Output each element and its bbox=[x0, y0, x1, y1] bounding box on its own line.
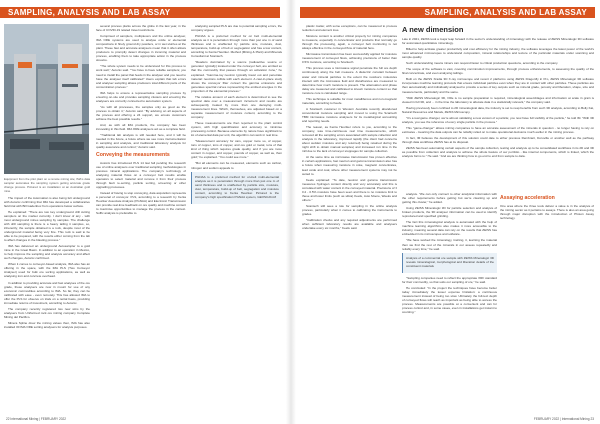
paragraph: When it comes to conveyor-based analysis, IMA also has an offering in the space, with the IMA PLS (Two Conveyor Analyser) used for bulk ore sorting applications, as well as analysing iron and concrete overhead. bbox=[4, 262, 90, 279]
paragraph: ZEISS has been automating certain aspects of the sample collection, testing and analysis up to be consolidated workflows in its 2D and 3D as possible from collection and analysis to achieve the whole feature of our portfolio - like internal components, which is linked, which the analysis forms to." He said. "And we are thinking how to go end to end from sample to data. bbox=[402, 146, 594, 159]
paragraph: In addition to providing accurate and fast analyses of the ore grade, these analysers are now in mount for use of any economic commodities according to IMA. So far, they can be calibrated with ease - even remotely. This has allowed IMA to offer the PLS for observe on trials on a rental basis, providing immediate returns of investment, according to Autonix. bbox=[4, 280, 90, 305]
paragraph: "Calibration checks and any required adjustments are performed when sufficient laboratory results are available and analysers undertake every six months," Keefe said. bbox=[302, 218, 397, 231]
paragraph: Using ZEISS Mineralogic 3D for particle selection and analysis of broken products, the 3D analyser information can be used to identify reproduced and specified grinding. bbox=[402, 206, 497, 219]
paragraph: The scope of the software is vast, covering comminution improvements, through process enhancements, to assessing the quality of the final concentrate, and even analysing tailings. bbox=[402, 67, 594, 76]
pilot-plant-photo bbox=[4, 24, 89, 174]
paragraph: "It's a real game changer, we're almost validating a new version of a particle; you now have full visibility of the particle," he told IM. "With 3D analysis, you see the reference of every single particle in the process." bbox=[402, 115, 594, 124]
zeiss-caption: Analysis of a commercial ore sample with ZEISS Mineralogic 3D reveals mineralogical, morphological and liberation details of the constituent materials bbox=[406, 255, 494, 268]
paragraph: "As with all processes, the samples only as good as the process to obtain it," Autonix said. "By advising on all aspects of the process and offering a 24 support, we ensure customers achieve the best possible results." bbox=[96, 104, 186, 121]
paragraph: He explained: "There are two key underground drill cutting samplers on the market currently. I don't know of any - with most underground mines sampling by samples. The challenge with drill sampling is there is a heavy tailing it samples, so, inherently, the sample obtained is a rock, despite most of the underground material being very fine. This rock is said to be able to be prepared, with the results either coming from the lab to affect changes in the blasting process." bbox=[4, 209, 90, 243]
paragraph: The reason, as Kenta Heuriker refers to you, according to the company, was time-continuous real time measurements, which removed all the sampling errors associated with sample collection and analysis in the laboratory, improved rapidly (the client had concerns about sudden moisture and any returned) being retained during the night shift to obtain manual samples) and increased run time in the mill due to the lack of conveyor stoppages for sample collection. bbox=[302, 125, 397, 154]
paragraph: Comprised of samplers, multiplexers and the online analyser, IMA ORE systems are used to analyse oxide or elemental compositions in finely ground dry powders, or in wet slurries at the plant. These fast and accurate analysers mean that it often allows producers to promptly detect changes in incoming material and process, enabling them to take appropriate action in the process streams. bbox=[96, 34, 186, 63]
right-column-4 bbox=[500, 192, 594, 414]
left-banner-title: SAMPLING, ANALYSIS AND LAB ASSAY bbox=[8, 8, 171, 17]
left-column-2 bbox=[96, 24, 186, 414]
paragraph: This process uses a microwave signal penetrate the full ore depth continuously along the belt measure. A dielectric constant between water and mineral particles to the extent the residue's molecules interact with the microwave field and disturbances are measured to determine how much moisture is present. The attenuation and phase delay are measured and calibrated to known moisture content so that moisture core is calculated range. bbox=[302, 66, 397, 95]
paragraph: "Readers dominated by a source (radioactive source or generator typically) located under the conveyor belt, are emitted so that the commodity that passes through an activation zone," he explained. "Gamma-ray neutron typically travel out and penetrate material: neutrons collide with each element. A cast-in-place study shows the conveyor filter convert the gamma emissions and generates spectral curves representing the emitted energies in the proportion of the elemental process." bbox=[191, 60, 282, 93]
right-banner-title: SAMPLING, ANALYSIS AND LAB ASSAY bbox=[424, 8, 587, 17]
paragraph: Instead of having to stop conveying, data acquisition represents a personal of conveyor. PLS, according to a research by Kenta Heuriker Associate Analysis (PGNAA) and Electronic Transmission can provide real-time feedback on ore quality and machine content to maximise opportunities to manage the process in the context. Suffix analysis is preferable to bbox=[96, 191, 186, 216]
pilot-plant-photo-image bbox=[4, 24, 89, 174]
paragraph: In fact, IM believes the development of this solution could date to either previous Rembrant, Doroville or another well as the pathway through data workflows ZEISS has at its disposal. bbox=[402, 135, 594, 144]
pgnaa-caption: PGNAA is a preferred method for on-belt multi-elemental analysis as it is penetration through more than just one m of sand thickness and is unaffected by particle size, moisture, dust, temperature, build-up of belt, segregation and moisture content, according to Kenta Heuriker. Pictured is the company's high specification PGNAA system, GEOSCAN-M bbox=[195, 174, 279, 199]
paragraph: analysing sampled PLS are due to potential sampling errors, the company argues. bbox=[191, 24, 282, 33]
page-gutter bbox=[286, 0, 296, 424]
conveying-heading: Conveying the measurements bbox=[96, 152, 170, 159]
paragraph: Keefe explained: "To date, neutron and gamma transmission measures hydrogen content directly and very accurately and this is correlated with water content in the conveyed material. Precisions of ± 0.2 - 0.5% moisture have been seen and there is no moisture limit to these and lower limits (such as silica) Keefe, Auto Moore, Weeks and others." bbox=[302, 177, 397, 202]
paragraph: Autonix has introduced PLS 14 last fall pending the research use of online analysers over traditional sampling methodologies in previous mineral applications. The company's technology of analysing material flows on a conveyor belt results enable operators to select material and remove it from their process through fault re-sorting, particle sorting, screening or other upgrading processes. bbox=[96, 160, 186, 190]
paragraph: Having previously been confined to 2D mineralogical data, the industry is set to reap benefits from such 3D analysis, according to Bolly Kat, Natural Resources and Metals, ZEISS Microscopy. bbox=[402, 105, 594, 114]
paragraph: Minera Spline drew the mining values then, IMA has also installed 30 IMA ORE sorting analysers for analysis purposes. bbox=[4, 320, 90, 329]
right-page-banner bbox=[300, 7, 595, 18]
paragraph: "But all elements can be measured, elements such as carbon, nitrogen and sodium appeals to bbox=[191, 161, 282, 170]
paragraph: IMA helps to ensure a representative sampling process by ensuring on-site and provides sampling clusters and ensuring the analysers are correctly connected to automation system. bbox=[96, 90, 186, 103]
paragraph: This "game-changer" allows mining companies to have an accurate assessment of the minerals in question - no longer having to rely on estimates - meaning the data outputs can be reliably relied on to make operational decisions much earlier in the mining process. bbox=[402, 125, 594, 134]
paragraph: Built on the ZEISS Xradia 3D X-ray microscope and recent 2 platforms using ZEISS Dragonfly in Pro, ZEISS Mineralogic 3D software incorporates machine learning protocols that ensure individual particles even when they are in contact with other particles. These particles are then automatically and individually analysed to provide a series of key outputs such as mineral grade, porosity and liberation, shape, size and measurements, particularly and the same. bbox=[402, 77, 594, 94]
right-column-2 bbox=[402, 22, 594, 190]
paragraph: Such understanding means miners can respond faster to critical production questions, according to the company. bbox=[406, 61, 559, 66]
paragraph: IMA has delivered an underground Autosampler to a gold mine in the Great Basin. In addition to an operation in Mexico, to help improve the sampling and analysis accuracy and affect such changes, Autonix confirmed. bbox=[4, 244, 90, 261]
paragraph: One area where the three tools deliver a value is in the analysis of the mining sector as it pertains to assays. There is also an area going through major disruption with the introduction of Photon Assay technology. bbox=[500, 203, 594, 220]
paragraph: analysis. "We can only connect to other analytical information with the other requirements before getting but we're cleaning up and getting this cluster," he added. bbox=[402, 192, 497, 205]
paragraph: These measurements are then reported to the plant control system, with high quantification and accuracy to minimise processing control. Because elements by nature have significant to lot of elemental data per unit, the algorithm can work in real time. bbox=[191, 121, 282, 138]
pgnaa-caption-box bbox=[191, 172, 282, 204]
paragraph: The fact this mineralogical analysis is automated with the help of machine learning algorithms also makes it more accessible to the industry, meaning several data can rely on the results that ZEISS has embedded in its microscopes and software. bbox=[402, 220, 497, 237]
paragraph: "Measurement accuracy for cars, copper more so, of copper, tons of copper, tons of copper, and ore gold or metal, tons of that kind of thing which requires grade quality, and if you are more content in copper, and copper, pounds of copper, as well as, then gold," he explained. "You could see more." bbox=[191, 139, 282, 160]
paragraph: He concluded: "In the project the techniques have become better today immediately the lesser expense limitation: a continuous measurement instead of being too slow. Ultimately the full-text depth of conveyed flows will reach as important as being able to access the process. Measurements are possible at a convenient and can for process control and, in some cases, even in installations get instant to counting." bbox=[402, 285, 497, 315]
left-page-banner bbox=[0, 7, 280, 18]
paragraph: plastic matter, with some exceptions, can be measured to process reduction and element loss. bbox=[302, 24, 397, 33]
photo-caption: Equipment from the pilot plant on a remote mining site; IMA's data sampler automates the sampling system getting accurate grade change process. Pictured is an installation at an Australian gold mine bbox=[4, 177, 90, 193]
paragraph: Scantech still sees a role for sampling in the online analysis process, particularly when it comes to calibrating the instruments to grades. bbox=[302, 203, 397, 216]
paragraph: Late in 2021, ZEISS took a major leap forward in the sector's understanding of mineralogy with the release of ZEISS Mineralogic 3D software for automated quantitative mineralogy. bbox=[402, 37, 594, 46]
right-column-3 bbox=[402, 192, 497, 414]
new-dimension-heading: A new dimension bbox=[402, 25, 464, 34]
paragraph: Microwave transmission has been successfully applied for moisture measurement of conveyed flows, achieving precisions of better than 0.5% moisture, according to Scantech. bbox=[302, 52, 397, 65]
zeiss-caption-box bbox=[402, 253, 497, 273]
paragraph: Billed to help activate greater productivity and cost efficiency for the mining industry, the software leverages the latest power of the world's most advanced microscopes to understand composition, mineral relationships and texture of the particular materials under scanning and sample quality. bbox=[402, 47, 594, 60]
paragraph: The company recently registered two new wins by the analysers from Uniformed rock ore mining company Complete Mining del Pacifico. bbox=[4, 306, 90, 319]
left-column-1 bbox=[4, 176, 90, 414]
paragraph: This technique is suitable for most metalliferous and non-magnetic materials, according to Keefe. bbox=[302, 96, 397, 105]
right-page-footer: FEBRUARY 2022 | International Mining 23 bbox=[533, 417, 594, 421]
paragraph: "Traditional lab analysis is still needed here, and it will be needed in the future, a future where we see more instrumentation in sampling and analysis, and traditional laboratory analysis for quality assurance and control," Autonix said. bbox=[96, 133, 186, 150]
paragraph: "The whole system needs to be understood for this process to work well," Autonix said. "You have to have reliable samplers; you need to install the panel that feeds in the analyser and you need to have the analyser itself calibrated" Users explain that lab errors and analyser sampling allows producers total different parts of the concentration process." bbox=[96, 64, 186, 89]
paragraph: The relative amount of each element is determined to see the spectral data over a measurement increment and results are subsequently treated by more than one decaying multi-measurement lines. Which, themselves, are adjusted based on a separate measurement of moisture content, according to the company. bbox=[191, 94, 282, 119]
paragraph: several process plants across the globe in the last year, in the face of COVID-19 related travel restrictions. bbox=[96, 24, 186, 33]
paragraph: "With ZEISS Mineralogic 3D, ORe is no sample preparation is required, mineralogical assemblages and information at scale in grain is viewed in full 3D, and ... in the time the laboratory to allocate data in a statistically relevant," the company said. bbox=[402, 95, 594, 104]
paragraph: "Sampling companies need to reflect the appropriate XRF standard for their commodity, so that suits our sampling of ore," he said. bbox=[402, 275, 497, 284]
paragraph: And, as with all IMA products, the company has been innovating in this field. IMA ORE analysers act as a complete field. bbox=[96, 123, 186, 132]
paragraph: "We have worked the mineralogy, training, it, learning the material then we find the rest of the minerals in our assess repeatedly and reliably every time," he said. bbox=[402, 238, 497, 251]
left-page-footer: 22 International Mining | FEBRUARY 2022 bbox=[6, 417, 67, 421]
paragraph: At the same time as microwave transmission has proven effective in certain applications, fast neutron and gamma transmission also has a future when measuring moisture in coke, magnetic concentrates, lead oxide and coal, where other measurement systems may not be suited to. bbox=[302, 155, 397, 176]
paragraph: Moisture content is another critical property for mining companies to measure, especially in concentrator and products that normally go through the processing, again, a conveyor belt monitoring is not always effective in the conveyed flow of material here. bbox=[302, 34, 397, 51]
paragraph: PGNAA is a preferred method for on belt multi-elemental analysis as it is penetration through more than just one m of sand thickness and is unaffected by particle size, moisture, dust, temperature, build-up of belt or segregation and has a low content, according to Kenta Heuriker. Method (Mining & Plant) and Minerals Consultant at Scantech. bbox=[191, 34, 282, 59]
paragraph: A Scantech customer in Western Australia recently abandoned conventional moisture sampling and moved to using the Scantech TBM microwave moisture analysers for its metallurgical accounting and reporting needs. bbox=[302, 106, 397, 123]
right-column-1 bbox=[302, 24, 397, 414]
assaying-heading: Assaying acceleration bbox=[500, 195, 555, 201]
left-column-3 bbox=[191, 24, 282, 414]
paragraph: The impact of the Automation is also being felt underground with Autonix confirming that IMA has developed a collaborative field trial with Bill Gadenbox from operations below surface. bbox=[4, 195, 90, 208]
